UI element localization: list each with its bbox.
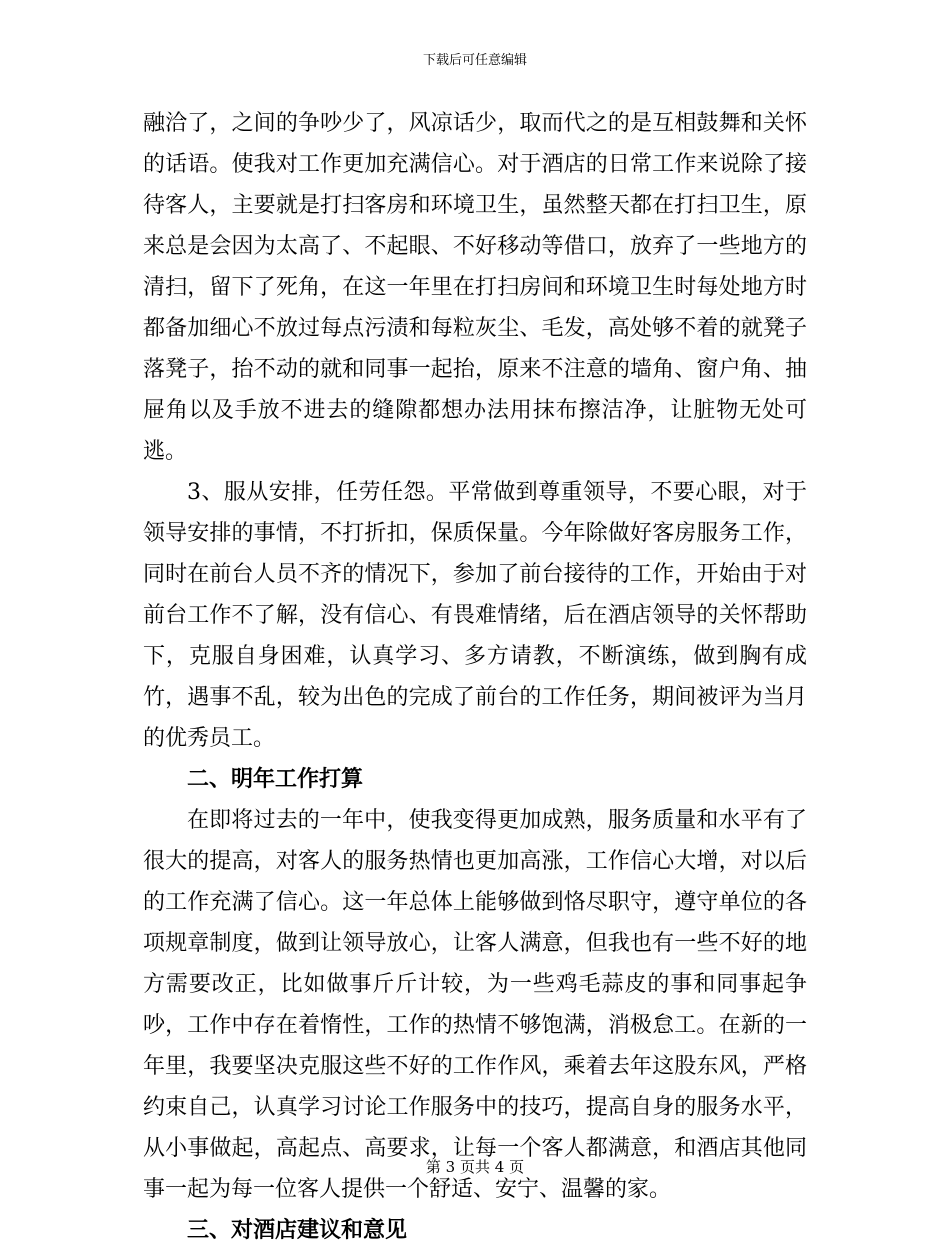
paragraph-next-year-plan: 在即将过去的一年中，使我变得更加成熟，服务质量和水平有了很大的提高，对客人的服务热情也更加高涨，工作信心大增，对以后的工作充满了信心。这一年总体上能够做到恪尽职守，遵守单位的各项规章制度，做到让领导放心，让客人满意，但我也有一些不好的地方需要改正，比如做事斤斤计较，为一些鸡毛蒜皮的事和同事起争吵，工作中存在着惰性，工作的热情不够饱满，消极怠工。在新的一年里，我要坚决克服这些不好的工作作风，乘着去年这股东风，严格约束自己，认真学习讨论工作服务中的技巧，提高自身的服务水平，从小事做起，高起点、高要求，让每一个客人都满意，和酒店其他同事一起为每一位客人提供一个舒适、安宁、温馨的家。 <box>143 808 807 1202</box>
page-footer: 第 3 页共 4 页 <box>425 1158 525 1176</box>
page-header: 下载后可任意编辑 <box>422 53 527 68</box>
paragraph-obey-arrangements: 3、服从安排，任劳任怨。平常做到尊重领导，不要心眼，对于领导安排的事情，不打折扣，保质保量。今年除做好客房服务工作，同时在前台人员不齐的情况下，参加了前台接待的工作，开始由于对前台工作不了解，没有信心、有畏难情绪，后在酒店领导的关怀帮助下，克服自身困难，认真学习、多方请教，不断演练，做到胸有成竹，遇事不乱，较为出色的完成了前台的工作任务，期间被评为当月的优秀员工。 <box>143 480 807 751</box>
paragraph-continued: 融洽了，之间的争吵少了，风凉话少，取而代之的是互相鼓舞和关怀的话语。使我对工作更加充满信心。对于酒店的日常工作来说除了接待客人，主要就是打扫客房和环境卫生，虽然整天都在打扫卫生，原来总是会因为太高了、不起眼、不好移动等借口，放弃了一些地方的清扫，留下了死角，在这一年里在打扫房间和环境卫生时每处地方时都备加细心不放过每点污渍和每粒灰尘、毛发，高处够不着的就凳子落凳子，抬不动的就和同事一起抬，原来不注意的墙角、窗户角、抽屉角以及手放不进去的缝隙都想办法用抹布擦洁净，让脏物无处可逃。 <box>143 111 807 464</box>
document-body <box>143 103 807 1251</box>
section-heading-next-year-plan: 二、明年工作打算 <box>187 766 364 792</box>
section-heading-suggestions: 三、对酒店建议和意见 <box>187 1217 408 1243</box>
